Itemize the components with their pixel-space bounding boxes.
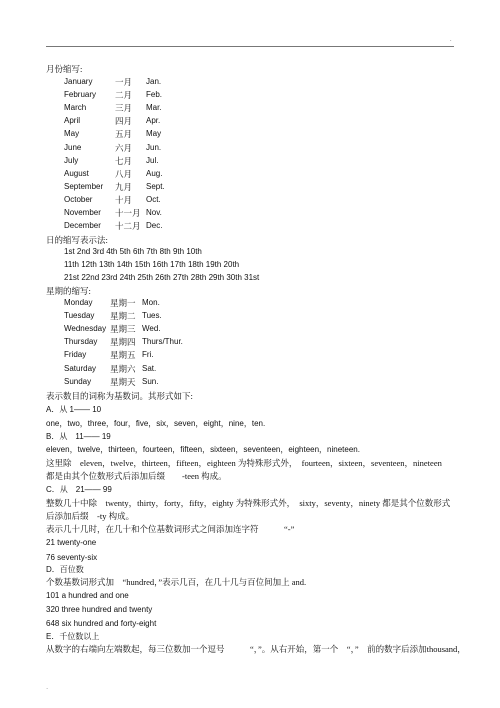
month-abbr: Nov.: [146, 208, 162, 217]
header-rule: [46, 46, 454, 47]
weekday-abbr: Fri.: [142, 350, 154, 360]
section-e-note: 从数字的右端向左端数起，每三位数加一个逗号 “，”。从右开始，第一个 “，” 前的数字后添加thousand，: [46, 644, 466, 654]
month-zh: 八月: [115, 168, 133, 179]
month-en: July: [64, 155, 79, 165]
numbers-intro: 表示数目的词称为基数词。其形式如下:: [46, 391, 193, 401]
weekday-en: Friday: [64, 350, 87, 360]
month-abbr: Apr.: [146, 116, 161, 126]
section-c-example: 76 seventy-six: [46, 553, 98, 562]
section-b-note: 这里除 eleven，twelve，thirteen，fifteen，eighteen 为特殊形式外， fourteen，sixteen，seventeen，nineteen: [46, 458, 442, 468]
month-zh: 二月: [115, 90, 133, 101]
month-zh: 十二月: [115, 221, 141, 232]
weekday-zh: 星期三: [110, 324, 136, 335]
section-d-example: 320 three hundred and twenty: [46, 605, 153, 614]
weekday-en: Sunday: [64, 376, 92, 386]
weekday-en: Saturday: [64, 363, 97, 373]
section-d-note: 个数基数词形式加 “hundred，”表示几百，在几十几与百位间加上 and.: [46, 577, 307, 587]
section-c-note: 表示几十几时，在几十和个位基数词形式之间添加连字符 “-”: [46, 524, 295, 534]
month-en: October: [64, 194, 93, 204]
month-zh: 十一月: [115, 208, 141, 218]
week-title: 星期的缩写:: [46, 286, 91, 296]
weekday-en: Thursday: [64, 337, 98, 347]
section-d-example: 101 a hundred and one: [46, 591, 129, 600]
day-row: 21st 22nd 23rd 24th 25th 26th 27th 28th 29th 30th 31st: [64, 273, 260, 282]
month-zh: 四月: [115, 116, 133, 127]
month-abbr: Feb.: [146, 90, 163, 100]
weekday-abbr: Sun.: [142, 376, 159, 386]
month-en: December: [64, 221, 101, 231]
section-b-list: eleven，twelve，thirteen，fourteen，fifteen，sixteen，seventeen，eighteen，nineteen.: [46, 445, 360, 454]
month-en: April: [64, 116, 81, 126]
month-zh: 七月: [115, 155, 133, 166]
month-zh: 五月: [115, 129, 133, 140]
section-b-heading: B．从 11—— 19: [46, 432, 111, 441]
weekday-zh: 星期一: [110, 298, 136, 308]
month-en: January: [64, 77, 93, 86]
weekday-zh: 星期四: [110, 337, 136, 348]
section-d-heading: D．百位数: [46, 565, 84, 574]
section-d-example: 648 six hundred and forty-eight: [46, 619, 157, 628]
month-abbr: Sept.: [146, 181, 165, 191]
month-zh: 九月: [115, 181, 133, 192]
footer-mark: .: [46, 682, 49, 691]
weekday-zh: 星期五: [110, 350, 136, 361]
days-title: 日的缩写表示法:: [46, 235, 108, 245]
month-zh: 十月: [115, 194, 133, 205]
weekday-zh: 星期二: [110, 311, 136, 322]
month-en: June: [64, 142, 82, 152]
month-zh: 一月: [115, 77, 133, 87]
weekday-abbr: Mon.: [142, 298, 160, 307]
month-abbr: Oct.: [146, 194, 161, 204]
section-c-note: 整数几十中除 twenty，thirty，forty，fifty，eighty 为特殊形式外， sixty，seventy，ninety 都是其个位数形式: [46, 498, 451, 508]
month-abbr: May: [146, 129, 162, 139]
month-en: February: [64, 90, 97, 100]
month-en: May: [64, 129, 80, 139]
section-c-note: 后添加后缀 -ty 构成。: [46, 511, 135, 521]
weekday-en: Monday: [64, 298, 93, 307]
section-c-example: 21 twenty-one: [46, 538, 97, 547]
day-row: 11th 12th 13th 14th 15th 16th 17th 18th 19th 20th: [64, 260, 240, 269]
weekday-abbr: Sat.: [142, 363, 157, 373]
section-a-list: one，two，three，four，five，six，seven，eight，nine，ten.: [46, 419, 266, 428]
day-row: 1st 2nd 3rd 4th 5th 6th 7th 8th 9th 10th: [64, 247, 202, 256]
section-a-heading: A．从 1—— 10: [46, 405, 102, 414]
months-title: 月份缩写:: [46, 64, 83, 74]
weekday-en: Wednesday: [64, 324, 107, 334]
month-abbr: Mar.: [146, 103, 162, 113]
month-en: November: [64, 208, 101, 217]
section-c-heading: C．从 21—— 99: [46, 485, 112, 494]
month-zh: 六月: [115, 142, 133, 153]
month-abbr: Aug.: [146, 168, 163, 178]
weekday-zh: 星期六: [110, 363, 136, 374]
month-en: September: [64, 181, 104, 191]
month-en: August: [64, 168, 89, 178]
section-b-note: 都是由其个位数形式后添加后缀 -teen 构成。: [46, 471, 227, 481]
month-abbr: Jun.: [146, 142, 162, 152]
weekday-abbr: Wed.: [142, 324, 161, 334]
month-abbr: Jan.: [146, 77, 162, 86]
weekday-en: Tuesday: [64, 311, 95, 321]
month-en: March: [64, 103, 87, 113]
month-abbr: Jul.: [146, 155, 159, 165]
weekday-abbr: Thurs/Thur.: [142, 337, 183, 347]
header-mark: ·: [449, 36, 452, 45]
weekday-zh: 星期天: [110, 376, 136, 387]
weekday-abbr: Tues.: [142, 311, 162, 321]
month-zh: 三月: [115, 103, 133, 114]
month-abbr: Dec.: [146, 221, 163, 231]
section-e-heading: E．千位数以上: [46, 632, 100, 641]
